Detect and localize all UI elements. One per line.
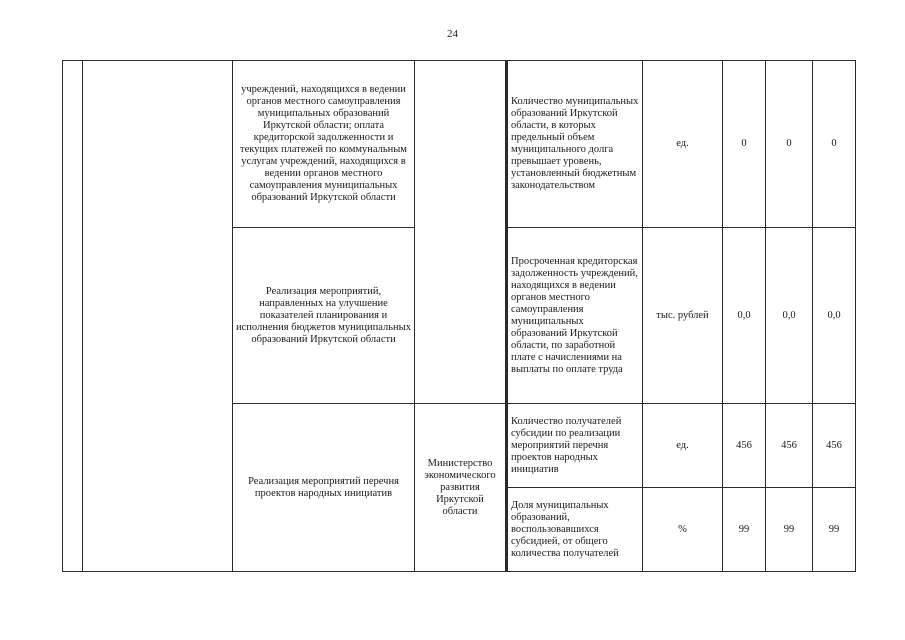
value-cell: 0,0: [723, 228, 766, 404]
value-cell: 456: [723, 404, 766, 488]
unit-cell: тыс. рублей: [643, 228, 723, 404]
indicator-cell: Количество муниципальных образований Иркутской области, в которых предельный объем муниципального долга превышает уровень, установленный бюджетным законодательством: [507, 61, 643, 228]
value-cell: 0: [723, 61, 766, 228]
value-cell: 456: [766, 404, 813, 488]
page-number: 24: [447, 28, 458, 40]
number-cell: [63, 61, 83, 572]
executor-cell: [415, 61, 507, 404]
measure-cell: Реализация мероприятий перечня проектов народных инициатив: [233, 404, 415, 572]
measure-cell: Реализация мероприятий, направленных на улучшение показателей планирования и исполнения бюджетов муниципальных образований Иркутской области: [233, 228, 415, 404]
goal-cell: [83, 61, 233, 572]
value-cell: 0: [813, 61, 856, 228]
executor-cell: Министерство экономического развития Иркутской области: [415, 404, 507, 572]
value-cell: 0,0: [813, 228, 856, 404]
value-cell: 456: [813, 404, 856, 488]
unit-cell: %: [643, 488, 723, 572]
unit-cell: ед.: [643, 404, 723, 488]
measure-cell: учреждений, находящихся в ведении органов местного самоуправления муниципальных образований Иркутской области; оплата кредиторской задолженности и текущих платежей по коммунальным услугам учреждений, находящихся в ведении органов местного самоуправления муниципальных образований Иркутской области: [233, 61, 415, 228]
indicator-cell: Количество получателей субсидии по реализации мероприятий перечня проектов народных инициатив: [507, 404, 643, 488]
value-cell: 99: [813, 488, 856, 572]
indicator-cell: Доля муниципальных образований, воспользовавшихся субсидией, от общего количества получателей: [507, 488, 643, 572]
table-row: [63, 61, 856, 228]
value-cell: 0,0: [766, 228, 813, 404]
indicator-cell: Просроченная кредиторская задолженность учреждений, находящихся в ведении органов местного самоуправления муниципальных образований Иркутской области, по заработной плате с начислениями на выплаты по оплате труда: [507, 228, 643, 404]
value-cell: 0: [766, 61, 813, 228]
value-cell: 99: [766, 488, 813, 572]
indicators-table: [62, 60, 856, 572]
value-cell: 99: [723, 488, 766, 572]
unit-cell: ед.: [643, 61, 723, 228]
